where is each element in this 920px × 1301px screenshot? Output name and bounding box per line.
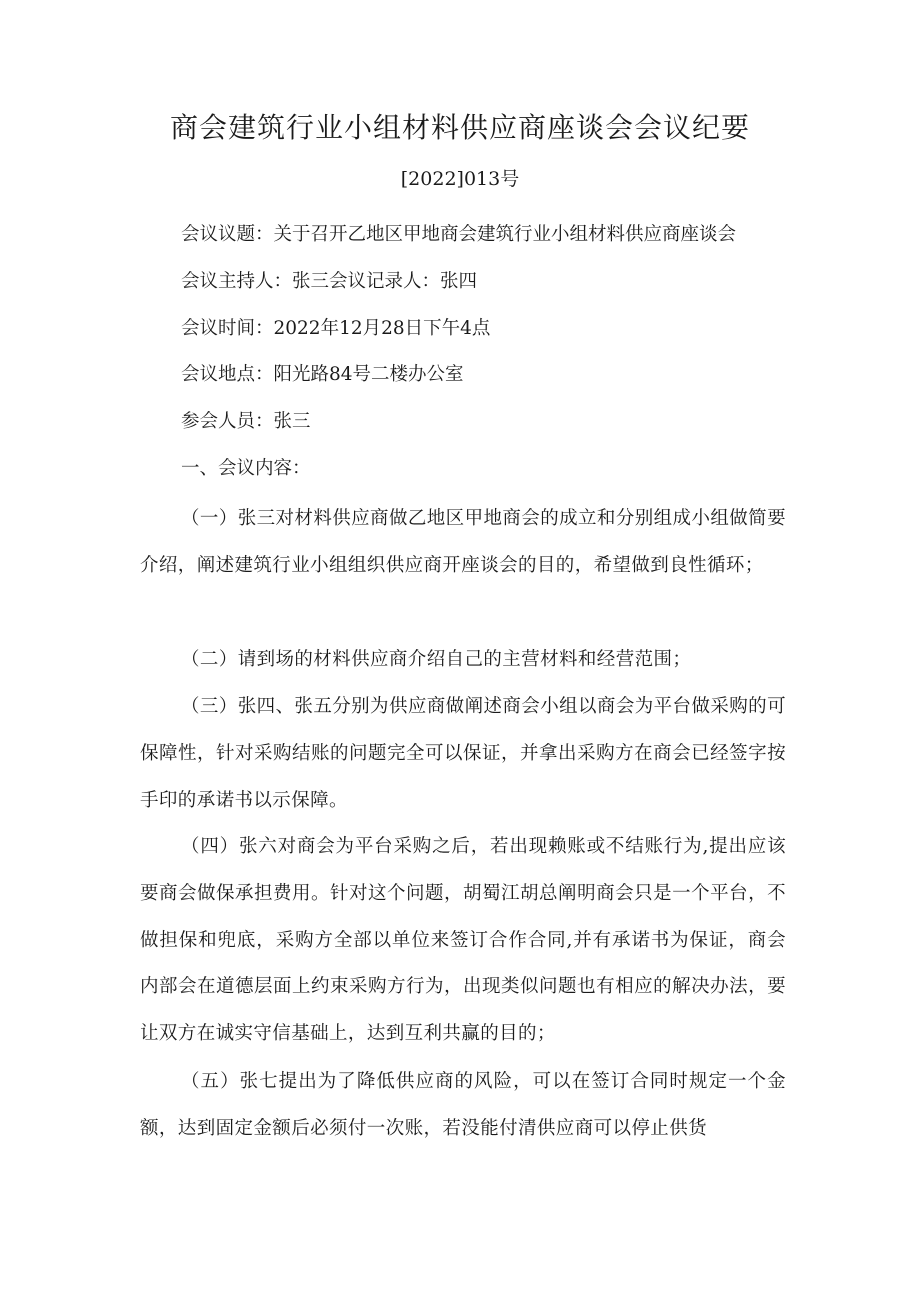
meeting-location: 会议地点：阳光路84号二楼办公室 — [181, 364, 464, 385]
meeting-topic: 会议议题：关于召开乙地区甲地商会建筑行业小组材料供应商座谈会 — [181, 224, 737, 245]
document-title: 商会建筑行业小组材料供应商座谈会会议纪要 — [169, 111, 750, 144]
content-paragraph-3: （三）张四、张五分别为供应商做阐述商会小组以商会为平台做采购的可保障性，针对采购结账的问题完全可以保证，并拿出采购方在商会已经签字按手印的承诺书以示保障。 — [140, 696, 786, 811]
content-paragraph-1: （一）张三对材料供应商做乙地区甲地商会的成立和分别组成小组做简要介绍，阐述建筑行业小组组织供应商开座谈会的目的，希望做到良性循环； — [140, 508, 786, 576]
content-paragraph-2: （二）请到场的材料供应商介绍自己的主营材料和经营范围； — [181, 649, 692, 670]
content-paragraph-4: （四）张六对商会为平台采购之后，若出现赖账或不结账行为,提出应该要商会做保承担费用。针对这个问题，胡蜀江胡总阐明商会只是一个平台，不做担保和兜底，采购方全部以单位来签订合作合同,并有承诺书为保证，商会内部会在道德层面上约束采购方行为，出现类似问题也有相应的解决办法，要让双方在诚实守信基础上，达到互利共赢的目的； — [140, 836, 786, 1045]
document-number: [2022]013号 — [400, 168, 520, 190]
section-heading: 一、会议内容： — [181, 458, 311, 479]
meeting-time: 会议时间：2022年12月28日下午4点 — [181, 318, 491, 339]
meeting-attendees: 参会人员：张三 — [181, 411, 311, 432]
meeting-host-recorder: 会议主持人：张三会议记录人：张四 — [181, 271, 478, 292]
content-paragraph-5: （五）张七提出为了降低供应商的风险，可以在签订合同时规定一个金额，达到固定金额后必须付一次账，若没能付清供应商可以停止供货 — [140, 1071, 786, 1139]
